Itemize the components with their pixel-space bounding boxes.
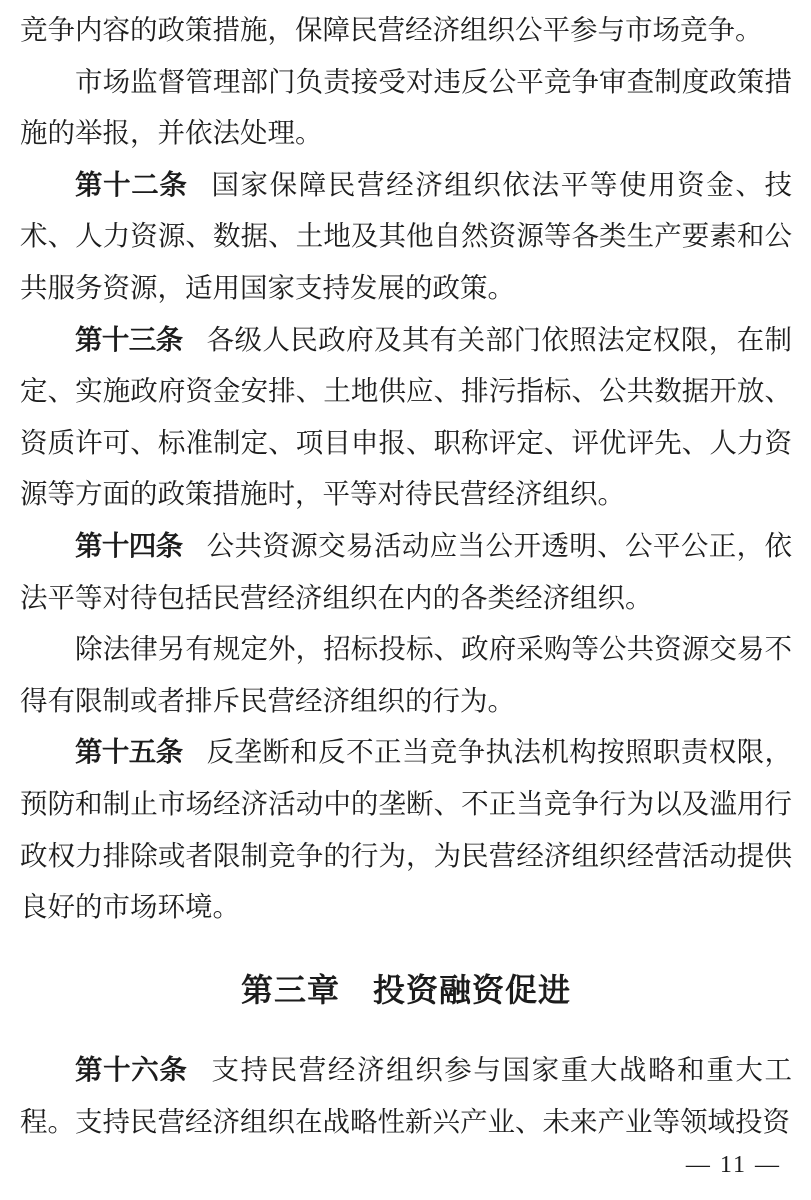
paragraph-text: 竞争内容的政策措施，保障民营经济组织公平参与市场竞争。: [20, 14, 763, 45]
paragraph-text: 公共资源交易活动应当公开透明、公平公正，依法平等对待包括民营经济组织在内的各类经济组织。: [20, 529, 793, 613]
paragraph-text: 各级人民政府及其有关部门依照法定权限，在制定、实施政府资金安排、土地供应、排污指标、公共数据开放、资质许可、标准制定、项目申报、职称评定、评优评先、人力资源等方面的政策措施时，平等对待民营经济组织。: [20, 323, 793, 510]
article-number-label: 第十三条: [75, 323, 183, 355]
body-paragraph: [20, 4, 792, 56]
article-paragraph: [20, 1044, 792, 1147]
body-paragraph: [20, 623, 792, 726]
paragraph-text: 除法律另有规定外，招标投标、政府采购等公共资源交易不得有限制或者排斥民营经济组织的行为。: [20, 633, 792, 716]
page-number: — 11 —: [685, 1152, 781, 1178]
article-paragraph: [20, 314, 792, 520]
chapter-heading: 第三章 投资融资促进: [240, 971, 571, 1008]
article-number-label: 第十五条: [75, 736, 183, 768]
article-paragraph: [20, 520, 792, 623]
article-number-label: 第十六条: [75, 1054, 188, 1086]
article-number-label: 第十二条: [75, 168, 188, 200]
document-body: [20, 4, 792, 1147]
article-paragraph: [20, 159, 792, 314]
article-paragraph: [20, 726, 792, 932]
article-number-label: 第十四条: [75, 529, 183, 561]
paragraph-text: 国家保障民营经济组织依法平等使用资金、技术、人力资源、数据、土地及其他自然资源等各类生产要素和公共服务资源，适用国家支持发展的政策。: [20, 168, 793, 303]
paragraph-text: 反垄断和反不正当竞争执法机构按照职责权限，预防和制止市场经济活动中的垄断、不正当竞争行为以及滥用行政权力排除或者限制竞争的行为，为民营经济组织经营活动提供良好的市场环境。: [20, 736, 793, 923]
paragraph-text: 支持民营经济组织参与国家重大战略和重大工程。支持民营经济组织在战略性新兴产业、未来产业等领域投资: [20, 1054, 793, 1137]
paragraph-text: 市场监督管理部门负责接受对违反公平竞争审查制度政策措施的举报，并依法处理。: [20, 65, 792, 149]
body-paragraph: [20, 56, 792, 159]
